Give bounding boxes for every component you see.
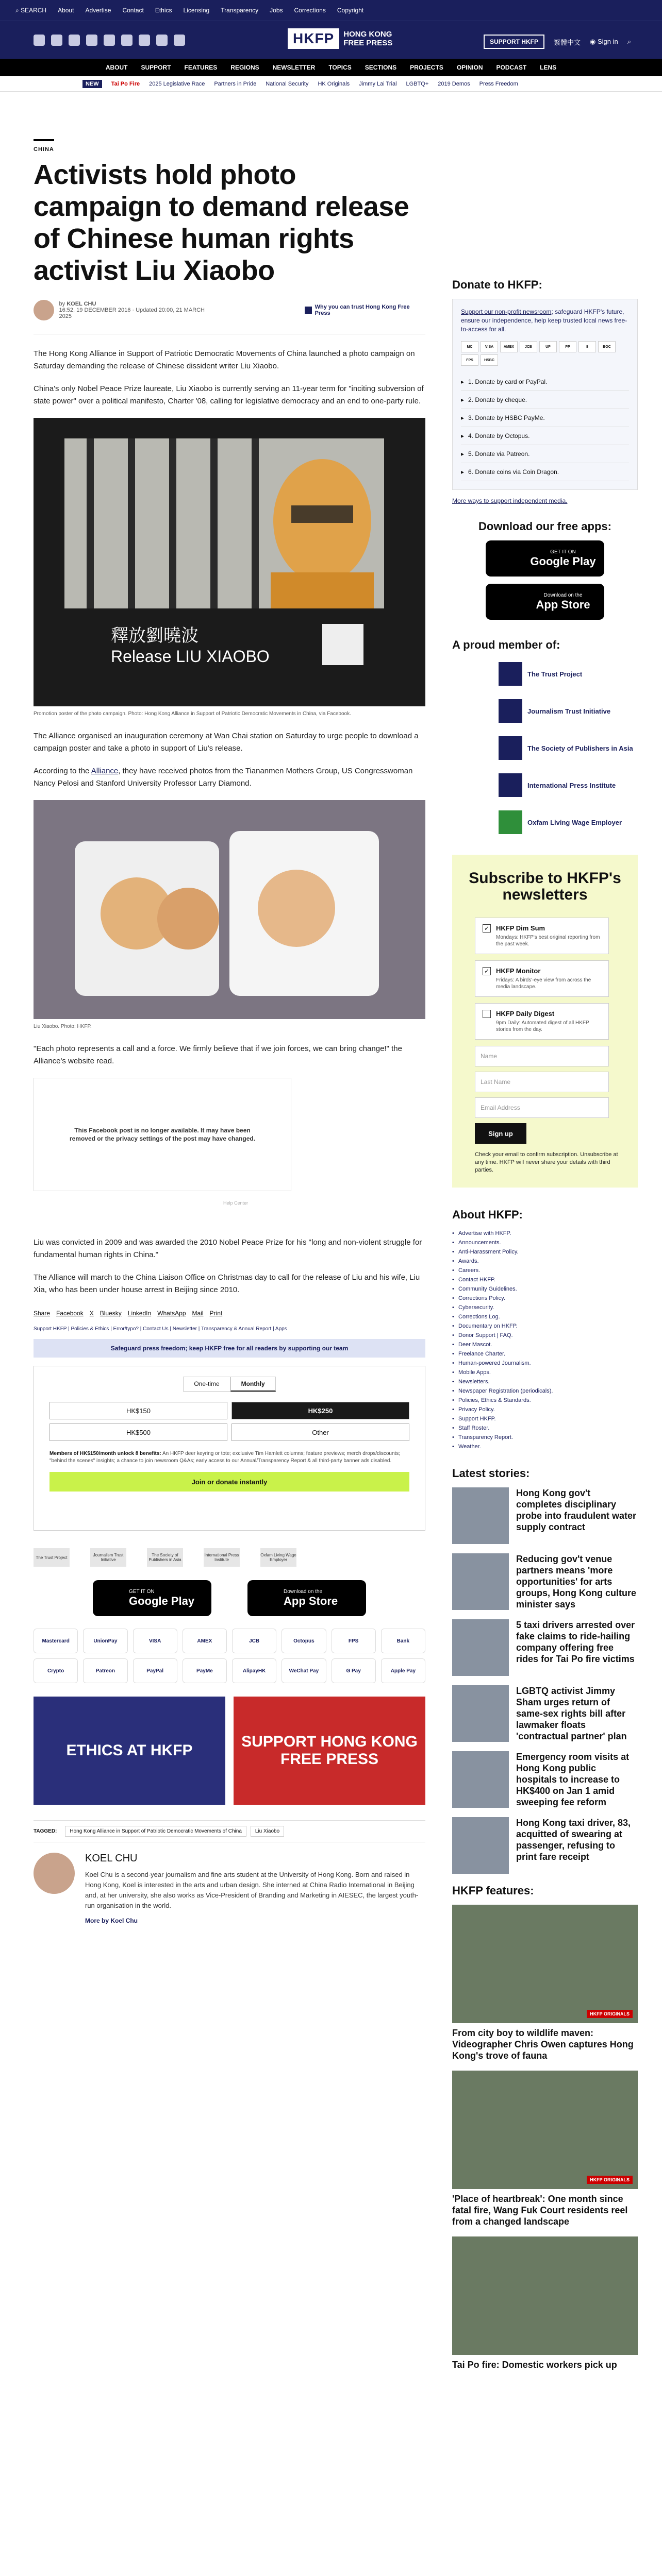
about-link[interactable]: • Donor Support | FAQ. xyxy=(452,1331,638,1340)
trending-bar xyxy=(0,76,662,92)
by-label: by xyxy=(59,301,65,307)
join-donate-button[interactable]: Join or donate instantly xyxy=(49,1472,409,1492)
logo-label: International Press Institute xyxy=(527,781,616,789)
patreon-icon: Patreon xyxy=(83,1658,127,1683)
tag-link[interactable]: Hong Kong Alliance in Support of Patriotic Democratic Movements of China xyxy=(65,1826,246,1837)
about-link[interactable]: • Corrections Log. xyxy=(452,1312,638,1321)
donate-option[interactable]: ▸ 2. Donate by cheque. xyxy=(461,391,629,409)
latest-story[interactable] xyxy=(452,1487,638,1544)
card-logo: BOC xyxy=(598,341,616,352)
support-newsroom-link[interactable]: Support our non-profit newsroom xyxy=(461,308,552,315)
donate-box xyxy=(452,299,638,490)
store-small-text: Download on the xyxy=(543,592,583,598)
jti-logo[interactable]: Journalism Trust Initiative xyxy=(90,1548,126,1567)
site-logo[interactable] xyxy=(288,28,392,49)
card-logo: VISA xyxy=(481,341,498,352)
logo-label: Oxfam Living Wage Employer xyxy=(527,818,622,826)
share-whatsapp[interactable]: WhatsApp xyxy=(157,1310,186,1317)
author-bio xyxy=(34,1853,425,1925)
card-logos xyxy=(461,341,629,366)
paragraph xyxy=(34,765,425,790)
card-logo: 8 xyxy=(578,341,596,352)
about-link[interactable]: • Deer Mascot. xyxy=(452,1340,638,1349)
latest-stories xyxy=(452,1487,638,1874)
members-benefits-text: An HKFP deer keyring or tote; exclusive Tim Hamlett columns; feature previews; merch drops/discounts; "behind the scenes" insights; a chance to join newsroom Q&As; early access to our Annual/Transparency Report & all third-party banner ads disabled. xyxy=(49,1451,401,1464)
linkedin-icon[interactable] xyxy=(174,35,185,46)
nav-lens[interactable]: LENS xyxy=(540,64,557,71)
share-links xyxy=(34,1310,425,1317)
about-link[interactable]: • Documentary on HKFP. xyxy=(452,1321,638,1331)
latest-story[interactable] xyxy=(452,1553,638,1610)
nav-features[interactable]: FEATURES xyxy=(184,64,218,71)
utility-bar xyxy=(0,0,662,21)
newsletter-option[interactable] xyxy=(475,1003,609,1040)
amount-option[interactable]: HK$150 xyxy=(49,1402,227,1419)
about-link[interactable]: • Staff Roster. xyxy=(452,1423,638,1433)
alipay-icon: AlipayHK xyxy=(232,1658,276,1683)
trending-item[interactable]: 2025 Legislative Race xyxy=(149,80,205,87)
about-link[interactable]: • Corrections Policy. xyxy=(452,1294,638,1303)
poster-text-en: Release LIU XIAOBO xyxy=(111,647,270,666)
search-icon[interactable]: ⌕ xyxy=(627,38,631,45)
members-benefits xyxy=(49,1450,409,1465)
about-links xyxy=(452,1229,638,1451)
nav-newsletter[interactable]: NEWSLETTER xyxy=(272,64,316,71)
signin-label: Sign in xyxy=(597,38,618,45)
about-link[interactable]: • Cybersecurity. xyxy=(452,1303,638,1312)
promo-banners xyxy=(34,1697,425,1805)
newsletter-desc: Fridays: A birds'-eye view from across the media landscape. xyxy=(496,977,591,990)
card-logo: FPS xyxy=(461,354,478,366)
member-logos xyxy=(452,662,638,834)
masthead xyxy=(0,21,662,59)
donate-title: Donate to HKFP: xyxy=(452,278,542,291)
about-link[interactable]: • Community Guidelines. xyxy=(452,1284,638,1294)
store-small-text: GET IT ON xyxy=(550,549,576,555)
instagram-icon[interactable] xyxy=(69,35,80,46)
nav-topics[interactable]: TOPICS xyxy=(328,64,352,71)
story-thumbnail[interactable] xyxy=(452,1817,509,1874)
feature-story[interactable] xyxy=(452,2071,638,2227)
author-name[interactable]: KOEL CHU xyxy=(67,301,96,307)
topbar-link-licensing[interactable]: Licensing xyxy=(183,7,210,14)
last-name-field[interactable]: Last Name xyxy=(475,1072,609,1092)
search-label: SEARCH xyxy=(21,6,47,14)
feature-image[interactable] xyxy=(452,1905,638,2023)
topbar-link-jobs[interactable]: Jobs xyxy=(270,7,283,14)
author-bio-text: Koel Chu is a second-year journalism and fine arts student at the University of Hong Kong. Born and raised in Hong Kong, Koel is interested in the arts and urban design. She interned at China Radio International in Beijing and, at her university, she also works as Vice-President of Branding and Marketing in AIESEC, the largest youth-run organisation in the world. xyxy=(85,1871,419,1909)
oxfam-logo[interactable]: Oxfam Living Wage Employer xyxy=(260,1548,296,1567)
byline xyxy=(34,300,425,320)
card-logo: HSBC xyxy=(481,354,498,366)
store-big-text: Google Play xyxy=(530,554,596,568)
about-link[interactable]: • Anti-Harassment Policy. xyxy=(452,1247,638,1257)
feature-image[interactable] xyxy=(452,2071,638,2189)
trust-project-logo[interactable]: The Trust Project xyxy=(34,1548,70,1567)
newsletter-desc: Mondays: HKFP's best original reporting from the past week. xyxy=(496,935,600,947)
image-caption: Liu Xiaobo. Photo: HKFP. xyxy=(34,1024,92,1029)
about-link[interactable]: • Newspaper Registration (periodicals). xyxy=(452,1386,638,1396)
donate-amounts xyxy=(49,1402,409,1441)
about-link[interactable]: • Privacy Policy. xyxy=(452,1405,638,1414)
donate-option[interactable]: ▸ 4. Donate by Octopus. xyxy=(461,427,629,445)
features-list xyxy=(452,1905,638,2370)
language-link[interactable]: 繁體中文 xyxy=(553,38,581,46)
payme-icon: PayMe xyxy=(183,1658,227,1683)
app-store-button[interactable] xyxy=(486,584,604,620)
logo-line-2: FREE PRESS xyxy=(343,39,393,47)
share-mail[interactable]: Mail xyxy=(192,1310,204,1317)
signup-button[interactable]: Sign up xyxy=(475,1123,526,1144)
amount-option-selected[interactable]: HK$250 xyxy=(231,1402,409,1419)
article-category[interactable]: CHINA xyxy=(34,146,54,152)
alliance-link[interactable]: Alliance xyxy=(91,767,119,775)
text-run: , they have received photos from the Tiananmen Mothers Group, US Congresswoman Nancy Pelosi and Stanford University Professor Larry Diamond. xyxy=(34,767,413,788)
logo-line-1: HONG KONG xyxy=(343,30,392,39)
app-store-button[interactable] xyxy=(247,1580,366,1616)
bank-icon: Bank xyxy=(381,1629,425,1653)
trust-project-icon xyxy=(499,662,522,686)
trending-item[interactable]: HK Originals xyxy=(318,80,350,87)
share-bluesky[interactable]: Bluesky xyxy=(100,1310,122,1317)
jcb-icon: JCB xyxy=(232,1629,276,1653)
share-print[interactable]: Print xyxy=(209,1310,223,1317)
topbar-link-ethics[interactable]: Ethics xyxy=(155,7,172,14)
paypal-icon: PayPal xyxy=(133,1658,177,1683)
new-badge: NEW xyxy=(82,80,102,88)
story-title[interactable]: Hong Kong taxi driver, 83, acquitted of swearing at passenger, refusing to print fare receipt xyxy=(516,1818,631,1862)
tab-monthly[interactable]: Monthly xyxy=(230,1377,276,1392)
payment-methods xyxy=(34,1629,425,1683)
paragraph: Liu was convicted in 2009 and was awarded the 2010 Nobel Peace Prize for his "long and non-violent struggle for fundamental human rights in China." xyxy=(34,1238,422,1259)
trust-project-logo[interactable] xyxy=(499,662,582,686)
newsletter-name: HKFP Daily Digest xyxy=(496,1010,555,1018)
latest-title: Latest stories: xyxy=(452,1467,530,1480)
google-play-button[interactable] xyxy=(93,1580,211,1616)
image-caption: Promotion poster of the photo campaign. Photo: Hong Kong Alliance in Support of Patriotic Democratic Movements in China, via Facebook. xyxy=(34,711,351,717)
store-big-text: App Store xyxy=(284,1594,338,1607)
share-x[interactable]: X xyxy=(89,1310,94,1317)
card-logo: AMEX xyxy=(500,341,518,352)
nav-regions[interactable]: REGIONS xyxy=(230,64,259,71)
tab-one-time[interactable]: One-time xyxy=(183,1377,230,1392)
trending-item-tai-po-fire[interactable]: Tai Po Fire xyxy=(111,80,140,87)
donate-widget xyxy=(34,1366,425,1531)
nav-opinion[interactable]: OPINION xyxy=(456,64,483,71)
originals-label: HKFP ORIGINALS xyxy=(587,2010,633,2018)
trending-item[interactable]: Partners in Pride xyxy=(214,80,257,87)
apps-title: Download our free apps: xyxy=(478,520,611,533)
octopus-icon: Octopus xyxy=(282,1629,326,1653)
tag-link[interactable]: Liu Xiaobo xyxy=(251,1826,284,1837)
logo-label: The Society of Publishers in Asia xyxy=(527,744,633,752)
google-play-button[interactable] xyxy=(486,540,604,577)
nav-sections[interactable]: SECTIONS xyxy=(365,64,397,71)
qr-code-icon xyxy=(322,624,363,665)
about-link[interactable]: • Human-powered Journalism. xyxy=(452,1359,638,1368)
about-link[interactable]: • Weather. xyxy=(452,1442,638,1451)
share-facebook[interactable]: Facebook xyxy=(56,1310,84,1317)
campaign-poster-image xyxy=(34,418,425,706)
about-link[interactable]: • Careers. xyxy=(452,1266,638,1275)
google-pay-icon: G Pay xyxy=(332,1658,376,1683)
latest-story[interactable] xyxy=(452,1751,638,1808)
tags-row xyxy=(34,1820,425,1842)
ipi-icon xyxy=(499,773,522,797)
story-thumbnail[interactable] xyxy=(452,1619,509,1676)
trust-link[interactable] xyxy=(305,304,425,316)
sopa-logo[interactable] xyxy=(499,736,633,760)
feature-story[interactable] xyxy=(452,2236,638,2370)
more-ways-link[interactable]: More ways to support independent media. xyxy=(452,497,568,504)
facebook-embed: This Facebook post is no longer available. It may have been removed or the privacy settings of the post may have changed. xyxy=(34,1078,291,1191)
about-link[interactable]: • Newsletters. xyxy=(452,1377,638,1386)
facebook-icon[interactable] xyxy=(34,35,45,46)
newsletter-name: HKFP Monitor xyxy=(496,967,541,975)
feature-title[interactable]: 'Place of heartbreak': One month since fatal fire, Wang Fuk Court residents reel from a changed landscape xyxy=(452,2194,628,2227)
logo-text xyxy=(343,30,392,47)
newsletter-option[interactable] xyxy=(475,918,609,954)
about-link[interactable]: • Announcements. xyxy=(452,1238,638,1247)
features-title: HKFP features: xyxy=(452,1884,534,1897)
newsletter-signup xyxy=(452,855,638,1188)
nav-podcast[interactable]: PODCAST xyxy=(496,64,527,71)
card-logo: JCB xyxy=(520,341,537,352)
ethics-promo[interactable]: ETHICS AT HKFP xyxy=(34,1697,225,1805)
author-photo[interactable] xyxy=(34,1853,75,1894)
member-title: A proud member of: xyxy=(452,638,560,651)
story-title[interactable]: Emergency room visits at Hong Kong public hospitals to increase to HK$400 on Jan 1 amid sweeping fee reform xyxy=(516,1752,630,1807)
topbar-link-about[interactable]: About xyxy=(58,7,74,14)
signin-link[interactable] xyxy=(590,38,618,46)
help-center-link[interactable]: Help Center xyxy=(223,1200,249,1206)
ipi-logo[interactable] xyxy=(499,773,616,797)
support-hkfp-button[interactable]: SUPPORT HKFP xyxy=(484,35,544,49)
email-field[interactable]: Email Address xyxy=(475,1097,609,1118)
apple-pay-icon: Apple Pay xyxy=(381,1658,425,1683)
feature-story[interactable] xyxy=(452,1905,638,2061)
logo-label: The Trust Project xyxy=(527,670,583,678)
checkbox[interactable]: ✓ xyxy=(483,924,491,933)
topbar-link-transparency[interactable]: Transparency xyxy=(221,7,259,14)
checkbox[interactable]: ✓ xyxy=(483,967,491,975)
donate-blurb xyxy=(461,308,629,334)
article xyxy=(34,139,425,1925)
feature-title[interactable]: Tai Po fire: Domestic workers pick up xyxy=(452,2360,617,2370)
more-by-author-link[interactable]: More by Koel Chu xyxy=(85,1917,138,1924)
latest-story[interactable] xyxy=(452,1817,638,1874)
amount-option[interactable]: HK$500 xyxy=(49,1423,227,1441)
store-big-text: Google Play xyxy=(129,1594,195,1607)
text-run: According to the xyxy=(34,767,91,775)
paragraph: China's only Nobel Peace Prize laureate, Liu Xiaobo is currently serving an 11-year term for "inciting subversion of state power" over a political manifesto, Charter '08, calling for legislative democracy and an end to one-party rule. xyxy=(34,384,424,405)
youtube-icon[interactable] xyxy=(121,35,133,46)
ipi-logo[interactable]: International Press Institute xyxy=(204,1548,240,1567)
latest-story[interactable] xyxy=(452,1685,638,1742)
sidebar xyxy=(452,278,638,2380)
paragraph: The Hong Kong Alliance in Support of Patriotic Democratic Movements of China launched a photo campaign on Saturday demanding the release of Chinese dissident writer Liu Xiaobo. xyxy=(34,349,415,370)
nav-support[interactable]: SUPPORT xyxy=(141,64,171,71)
threads-icon[interactable] xyxy=(86,35,97,46)
membership-badges xyxy=(34,1548,425,1567)
about-link[interactable]: • Transparency Report. xyxy=(452,1433,638,1442)
paragraph: The Alliance will march to the China Liaison Office on Christmas day to call for the release of Liu and his wife, Liu Xia, who has been under house arrest in Beijing since 2010. xyxy=(34,1273,420,1294)
store-big-text: App Store xyxy=(536,598,590,611)
about-link[interactable]: • Policies, Ethics & Standards. xyxy=(452,1396,638,1405)
wechat-pay-icon: WeChat Pay xyxy=(282,1658,326,1683)
about-link[interactable]: • Awards. xyxy=(452,1257,638,1266)
story-thumbnail[interactable] xyxy=(452,1751,509,1808)
article-dates: 16:52, 19 DECEMBER 2016 · Updated 20:00, 21 MARCH 2025 xyxy=(59,307,205,319)
category-rule xyxy=(34,139,54,141)
about-link[interactable]: • Contact HKFP. xyxy=(452,1275,638,1284)
trending-item[interactable]: Jimmy Lai Trial xyxy=(359,80,397,87)
checkmark-icon xyxy=(305,307,312,314)
story-thumbnail[interactable] xyxy=(452,1553,509,1610)
checkbox[interactable] xyxy=(483,1010,491,1018)
card-logo: PP xyxy=(559,341,576,352)
members-benefits-heading: Members of HK$150/month unlock 8 benefits: xyxy=(49,1451,161,1456)
newsletter-name: HKFP Dim Sum xyxy=(496,924,545,932)
mastercard-icon: Mastercard xyxy=(34,1629,78,1653)
story-title[interactable]: LGBTQ activist Jimmy Sham urges return of same-sex rights bill after lawmaker floats 'contractual partner' plan xyxy=(516,1686,627,1741)
trending-item[interactable]: LGBTQ+ xyxy=(406,80,429,87)
poster-text-cn: 釋放劉曉波 xyxy=(111,625,198,646)
about-link[interactable]: • Mobile Apps. xyxy=(452,1368,638,1377)
newsletter-desc: 9pm Daily: Automated digest of all HKFP stories from the day. xyxy=(496,1020,589,1032)
bluesky-icon[interactable] xyxy=(104,35,115,46)
originals-label: HKFP ORIGINALS xyxy=(587,2176,633,2184)
telegram-icon[interactable] xyxy=(156,35,168,46)
mugs-illustration xyxy=(34,800,425,1019)
story-title[interactable]: 5 taxi drivers arrested over fake claims to ride-hailing company offering free rides for Tai Po fire victims xyxy=(516,1620,635,1664)
donate-option[interactable]: ▸ 1. Donate by card or PayPal. xyxy=(461,373,629,391)
oxfam-icon xyxy=(499,810,522,834)
visa-icon: VISA xyxy=(133,1629,177,1653)
trending-item[interactable]: National Security xyxy=(266,80,309,87)
about-link[interactable]: • Advertise with HKFP. xyxy=(452,1229,638,1238)
donate-option[interactable]: ▸ 3. Donate by HSBC PayMe. xyxy=(461,409,629,427)
latest-story[interactable] xyxy=(452,1619,638,1676)
topbar-link-copyright[interactable]: Copyright xyxy=(337,7,364,14)
amex-icon: AMEX xyxy=(183,1629,227,1653)
story-thumbnail[interactable] xyxy=(452,1487,509,1544)
donate-tabs xyxy=(49,1377,409,1392)
app-store-buttons xyxy=(34,1580,425,1616)
crypto-icon: Crypto xyxy=(34,1658,78,1683)
sopa-icon xyxy=(499,736,522,760)
feature-title[interactable]: From city boy to wildlife maven: Videographer Chris Owen captures Hong Kong's trove of fauna xyxy=(452,2028,634,2061)
tagged-label: TAGGED: xyxy=(34,1828,57,1834)
donate-blurb-text: ; safeguard HKFP's future, ensure our independence, help keep trusted local news free-to-access for all. xyxy=(461,308,627,333)
donate-options xyxy=(461,373,629,481)
trust-label: Why you can trust Hong Kong Free Press xyxy=(315,304,410,316)
jti-icon xyxy=(499,699,522,723)
topbar-link-contact[interactable]: Contact xyxy=(122,7,144,14)
newsletter-option[interactable] xyxy=(475,960,609,997)
search-link[interactable]: ⌕ SEARCH xyxy=(15,6,47,14)
logo-mark: HKFP xyxy=(288,28,339,49)
story-title[interactable]: Hong Kong gov't completes disciplinary probe into fraudulent water supply contract xyxy=(516,1488,637,1532)
main-nav xyxy=(0,59,662,76)
oxfam-logo[interactable] xyxy=(499,810,622,834)
card-logo: MC xyxy=(461,341,478,352)
newsletter-note: Check your email to confirm subscription. Unsubscribe at any time. HKFP will never share your details with third parties. xyxy=(475,1151,618,1173)
fps-icon: FPS xyxy=(332,1629,376,1653)
social-icons xyxy=(34,35,185,46)
support-policy-links[interactable]: Support HKFP | Policies & Ethics | Error/typo? | Contact Us | Newsletter | Transparency & Annual Report | Apps xyxy=(34,1326,287,1332)
article-title: Activists hold photo campaign to demand release of Chinese human rights activist Liu Xiaobo xyxy=(34,159,409,286)
jti-logo[interactable] xyxy=(499,699,610,723)
store-small-text: GET IT ON xyxy=(129,1588,155,1595)
share-button[interactable]: Share xyxy=(34,1310,51,1317)
paragraph: The Alliance organised an inauguration ceremony at Wan Chai station on Saturday to urge people to download a campaign poster and take a photo in support of Liu's release. xyxy=(34,732,419,753)
donate-option[interactable]: ▸ 5. Donate via Patreon. xyxy=(461,445,629,463)
donate-option[interactable]: ▸ 6. Donate coins via Coin Dragon. xyxy=(461,463,629,481)
story-thumbnail[interactable] xyxy=(452,1685,509,1742)
share-linkedin[interactable]: LinkedIn xyxy=(127,1310,152,1317)
sidebar-apps xyxy=(452,520,638,620)
safeguard-banner[interactable]: Safeguard press freedom; keep HKFP free for all readers by supporting our team xyxy=(34,1339,425,1358)
author-bio-name[interactable]: KOEL CHU xyxy=(85,1853,138,1864)
first-name-field[interactable]: Name xyxy=(475,1046,609,1066)
mugs-photo xyxy=(34,800,425,1019)
trending-item[interactable]: 2019 Demos xyxy=(438,80,470,87)
logo-label: Journalism Trust Initiative xyxy=(527,707,611,715)
mail-icon[interactable] xyxy=(139,35,150,46)
user-icon: ◉ xyxy=(590,38,596,45)
newsletter-title: Subscribe to HKFP's newsletters xyxy=(469,870,621,903)
topbar-link-corrections[interactable]: Corrections xyxy=(294,7,326,14)
author-avatar[interactable] xyxy=(34,300,54,320)
x-icon[interactable] xyxy=(51,35,62,46)
support-promo[interactable]: SUPPORT HONG KONG FREE PRESS xyxy=(234,1697,425,1805)
store-small-text: Download on the xyxy=(284,1588,323,1595)
card-logo: UP xyxy=(539,341,557,352)
sopa-logo[interactable]: The Society of Publishers in Asia xyxy=(147,1548,183,1567)
topbar-link-advertise[interactable]: Advertise xyxy=(85,7,111,14)
nav-projects[interactable]: PROJECTS xyxy=(410,64,443,71)
amount-option-other[interactable]: Other xyxy=(231,1423,409,1441)
unionpay-icon: UnionPay xyxy=(83,1629,127,1653)
paragraph: "Each photo represents a call and a force. We firmly believe that if we join forces, we can bring change!" the Alliance's website read. xyxy=(34,1044,402,1065)
trending-item[interactable]: Press Freedom xyxy=(479,80,518,87)
about-link[interactable]: • Support HKFP. xyxy=(452,1414,638,1423)
about-title: About HKFP: xyxy=(452,1208,523,1221)
feature-image[interactable] xyxy=(452,2236,638,2355)
story-title[interactable]: Reducing gov't venue partners means 'more opportunities' for arts groups, Hong Kong culture minister says xyxy=(516,1554,636,1609)
about-link[interactable]: • Freelance Charter. xyxy=(452,1349,638,1359)
nav-about[interactable]: ABOUT xyxy=(105,64,128,71)
